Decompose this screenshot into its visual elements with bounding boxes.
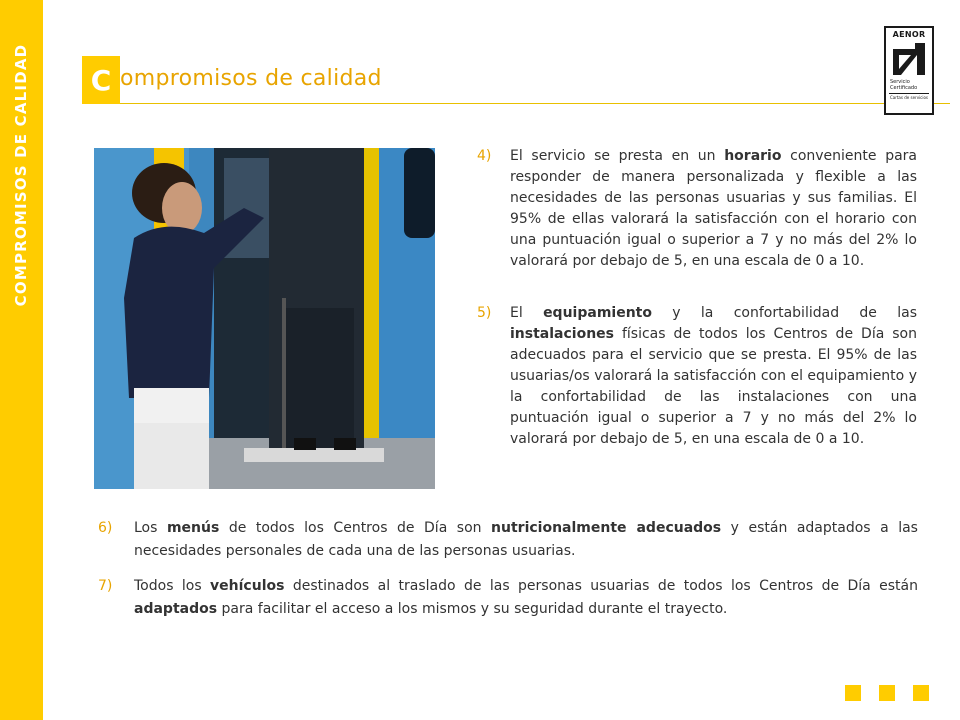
decorative-squares [845,685,929,701]
list-item [98,575,918,621]
logo-name: AENOR [892,30,926,39]
sidebar-band [0,0,43,720]
logo-footer: Cartas de servicios [889,95,929,100]
item-text: Los menús de todos los Centros de Día son nutricionalmente adecuados y están adaptados a las necesidades personales de cada una de las personas usuarias. [134,520,918,559]
square-icon [879,685,895,701]
title-text: ompromisos de calidad [120,66,382,91]
title-initial-box: C [82,56,120,104]
square-icon [913,685,929,701]
list-item [477,303,917,450]
item-number: 5) [477,305,492,321]
square-icon [845,685,861,701]
logo-divider [889,93,929,94]
logo-sub-2: Certificado [890,85,918,91]
list-item [98,517,918,563]
item-number: 7) [98,578,113,594]
logo-sub-1: Servicio [890,79,910,85]
bus-boarding-photo [94,148,435,489]
item-text: El servicio se presta en un horario conveniente para responder de manera personalizada y flexible a las necesidades de las personas usuarias y sus familias. El 95% de ellas valorará la satisfacción con el horario con una puntuación igual o superior a 7 y no más del 2% lo valorará por debajo de 5, en una escala de 0 a 10. [510,148,917,269]
aenor-n-mark-icon [891,41,927,77]
page-title [82,56,950,104]
photo-illustration [94,148,435,489]
list-item [477,146,917,272]
item-text: Todos los vehículos destinados al traslado de las personas usuarias de todos los Centros de Día están adaptados para facilitar el acceso a los mismos y su seguridad durante el trayecto. [134,578,918,617]
aenor-certification-logo [884,26,934,115]
item-text: El equipamiento y la confortabilidad de las instalaciones físicas de todos los Centros de Día son adecuados para el servicio que se presta. El 95% de las usuarias/os valorará la satisfacción con el equipamiento y la confortabilidad de las instalaciones con una puntuación igual o superior a 7 y no más del 2% lo valorará por debajo de 5, en una escala de 0 a 10. [510,305,917,447]
sidebar-section-label: COMPROMISOS DE CALIDAD [12,43,30,307]
item-number: 4) [477,148,492,164]
item-number: 6) [98,520,113,536]
title-underline [120,103,950,104]
